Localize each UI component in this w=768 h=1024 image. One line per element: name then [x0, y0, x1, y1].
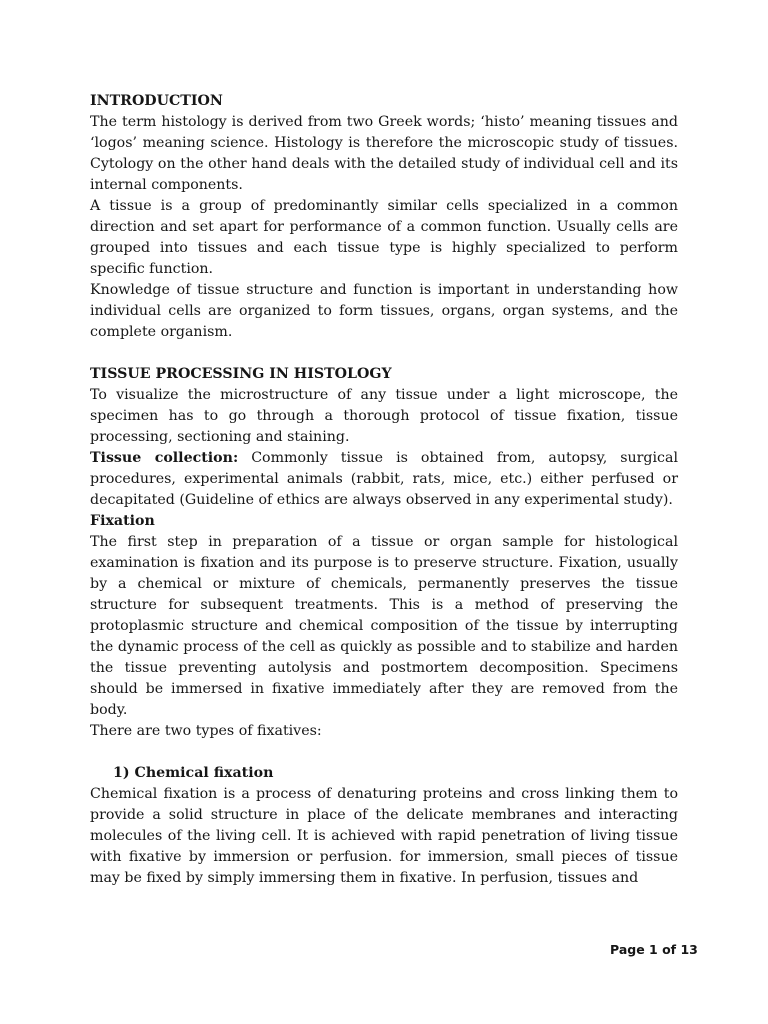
- tissue-collection-paragraph: [90, 448, 678, 511]
- tissue-processing-intro: To visualize the microstructure of any tissue under a light microscope, the specimen has to go through a thorough protocol of tissue fixation, tissue processing, sectioning and staining.: [90, 387, 678, 445]
- page-number: Page 1 of 13: [610, 942, 698, 957]
- page-content: [90, 91, 678, 889]
- fixation-heading: Fixation: [90, 513, 155, 529]
- introduction-heading: INTRODUCTION: [90, 93, 223, 109]
- fixative-types-intro: There are two types of fixatives:: [90, 723, 322, 739]
- tissue-processing-heading: TISSUE PROCESSING IN HISTOLOGY: [90, 366, 392, 382]
- spacer: [90, 742, 678, 763]
- introduction-paragraph: Knowledge of tissue structure and function is important in understanding how individual cells are organized to form tissues, organs, organ systems, and the complete organism.: [90, 282, 678, 340]
- introduction-paragraph: A tissue is a group of predominantly similar cells specialized in a common direction and set apart for performance of a common function. Usually cells are grouped into tissues and each tissue type is highly specialized to perform specific function.: [90, 198, 678, 277]
- fixation-paragraph: The first step in preparation of a tissue or organ sample for histological examination is fixation and its purpose is to preserve structure. Fixation, usually by a chemical or mixture of chemicals, permanently preserves the tissue structure for subsequent treatments. This is a method of preserving the protoplasmic structure and chemical composition of the tissue by interrupting the dynamic process of the cell as quickly as possible and to stabilize and harden the tissue preventing autolysis and postmortem decomposition. Specimens should be immersed in fixative immediately after they are removed from the body.: [90, 534, 678, 718]
- tissue-collection-label: Tissue collection:: [90, 450, 239, 466]
- tissue-collection-text: Commonly tissue is obtained from, autopsy, surgical procedures, experimental animals (rabbit, rats, mice, etc.) either perfused or decapitated (Guideline of ethics are always observed in any experimental study).: [90, 450, 678, 508]
- introduction-paragraph: The term histology is derived from two Greek words; ‘histo’ meaning tissues and ‘logos’ meaning science. Histology is therefore the microscopic study of tissues. Cytology on the other hand deals with the detailed study of individual cell and its internal components.: [90, 114, 678, 193]
- spacer: [90, 343, 678, 364]
- chemical-fixation-heading: 1) Chemical fixation: [113, 765, 274, 781]
- chemical-fixation-paragraph: Chemical fixation is a process of denaturing proteins and cross linking them to provide a solid structure in place of the delicate membranes and interacting molecules of the living cell. It is achieved with rapid penetration of living tissue with fixative by immersion or perfusion. for immersion, small pieces of tissue may be fixed by simply immersing them in fixative. In perfusion, tissues and: [90, 786, 678, 886]
